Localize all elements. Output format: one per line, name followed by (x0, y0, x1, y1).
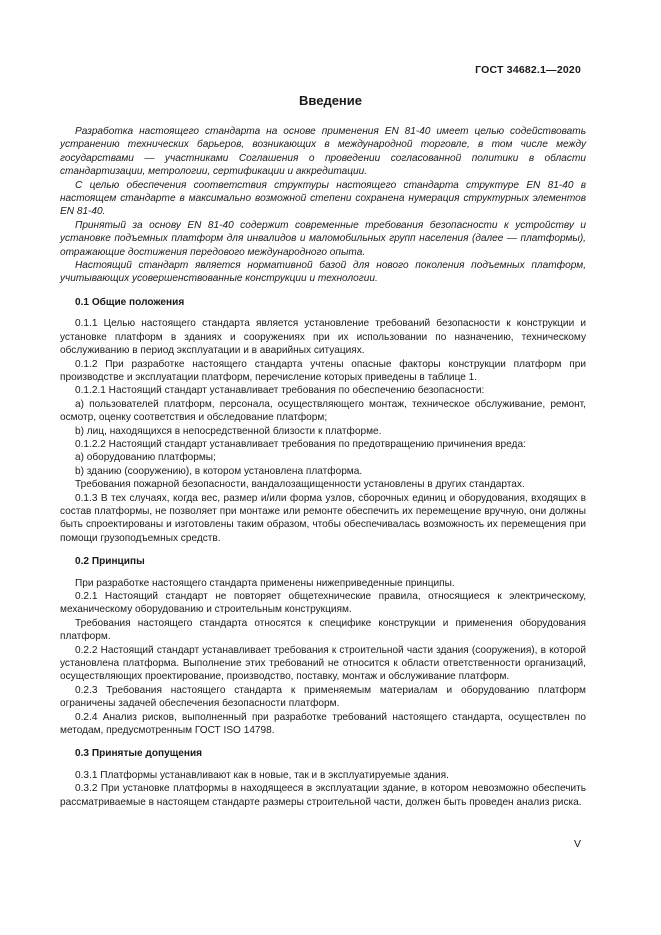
intro-paragraph: Настоящий стандарт является нормативной базой для нового поколения подъемных платформ, учитывающих усовершенствованные конструкции и технологии. (60, 260, 586, 285)
paragraph: 0.2.4 Анализ рисков, выполненный при разработке требований настоящего стандарта, осуществлен по методам, предусмотренным ГОСТ ISO 14798. (60, 711, 586, 737)
paragraph: 0.1.2 При разработке настоящего стандарта учтены опасные факторы конструкции платформ при производстве и эксплуатации платформ, перечисление которых приведены в таблице 1. (60, 358, 586, 383)
paragraph: 0.2.2 Настоящий стандарт устанавливает требования к строительной части здания (сооружения), в которой установлена платформа. Выполнение этих требований не относится к области ответственности организаций, осуществляющих проектирование, производство, поставку, монтаж и обслуживание платформ. (60, 644, 586, 683)
section-principles (60, 555, 586, 737)
page-title: Введение (299, 93, 362, 108)
paragraph: 0.3.1 Платформы устанавливают как в новые, так и в эксплуатируемые здания. (75, 769, 449, 781)
section-general (60, 296, 586, 545)
document-body (60, 125, 586, 809)
page-number: V (573, 838, 581, 850)
paragraph: Требования пожарной безопасности, вандалозащищенности установлены в других стандартах. (75, 479, 525, 491)
paragraph: 0.2.1 Настоящий стандарт не повторяет общетехнические правила, относящиеся к электрическому, механическому оборудованию и строительным конструкциям. (60, 591, 586, 616)
section-heading: 0.3 Принятые допущения (75, 748, 203, 760)
list-item: b) лиц, находящихся в непосредственной близости к платформе. (75, 425, 382, 437)
section-heading: 0.2 Принципы (75, 556, 145, 568)
list-item: a) оборудованию платформы; (75, 452, 216, 464)
intro-block (60, 125, 586, 286)
intro-paragraph: С целью обеспечения соответствия структуры настоящего стандарта структуре EN 81-40 в настоящем стандарте в максимально возможной степени сохранена нумерация структурных элементов EN 81-40. (60, 179, 586, 218)
paragraph: 0.1.2.1 Настоящий стандарт устанавливает требования по обеспечению безопасности: (75, 385, 485, 397)
intro-paragraph: Принятый за основу EN 81-40 содержит современные требования безопасности к устройству и установке подъемных платформ для инвалидов и маломобильных групп населения (далее — платформы), отражающие достижения передового международного опыта. (60, 219, 586, 258)
intro-paragraph: Разработка настоящего стандарта на основе применения EN 81-40 имеет целью содействовать устранению технических барьеров, возникающих в международной торговле, в том числе между государствами — участниками Соглашения о проведении согласованной политики в области стандартизации, метрологии, сертификации и аккредитации. (60, 126, 586, 178)
standard-id: ГОСТ 34682.1—2020 (475, 64, 581, 76)
paragraph: 0.1.1 Целью настоящего стандарта является установление требований безопасности к конструкции и установке платформ в зданиях и сооружениях при их использовании по назначению, техническому обслуживанию в период эксплуатации и в аварийных ситуациях. (60, 318, 586, 357)
paragraph: При разработке настоящего стандарта применены нижеприведенные принципы. (75, 577, 455, 589)
paragraph: 0.3.2 При установке платформы в находящееся в эксплуатации здание, в котором невозможно обеспечить рассматриваемые в настоящем стандарте размеры строительной части, должен быть проведен анализ риска. (60, 783, 586, 808)
paragraph: 0.1.3 В тех случаях, когда вес, размер и/или форма узлов, сборочных единиц и оборудования, входящих в состав платформы, не позволяет при монтаже или ремонте обеспечить их перемещение вручную, они должны быть спроектированы и изготовлены таким образом, чтобы обеспечивалась возможность их перемещения при помощи грузоподъемных средств. (60, 492, 586, 544)
list-item: b) зданию (сооружению), в котором установлена платформа. (75, 465, 363, 477)
paragraph: 0.1.2.2 Настоящий стандарт устанавливает требования по предотвращению причинения вреда: (75, 438, 526, 450)
paragraph: Требования настоящего стандарта относятся к специфике конструкции и применения оборудования платформ. (60, 617, 586, 643)
list-item: a) пользователей платформ, персонала, осуществляющего монтаж, техническое обслуживание, ремонт, осмотр, оценку соответствия и обследование платформ; (60, 398, 586, 424)
section-heading: 0.1 Общие положения (75, 296, 185, 308)
section-assumptions (60, 747, 586, 809)
paragraph: 0.2.3 Требования настоящего стандарта к применяемым материалам и оборудованию платформ ограничены задачей обеспечения безопасности платформ. (60, 684, 586, 710)
